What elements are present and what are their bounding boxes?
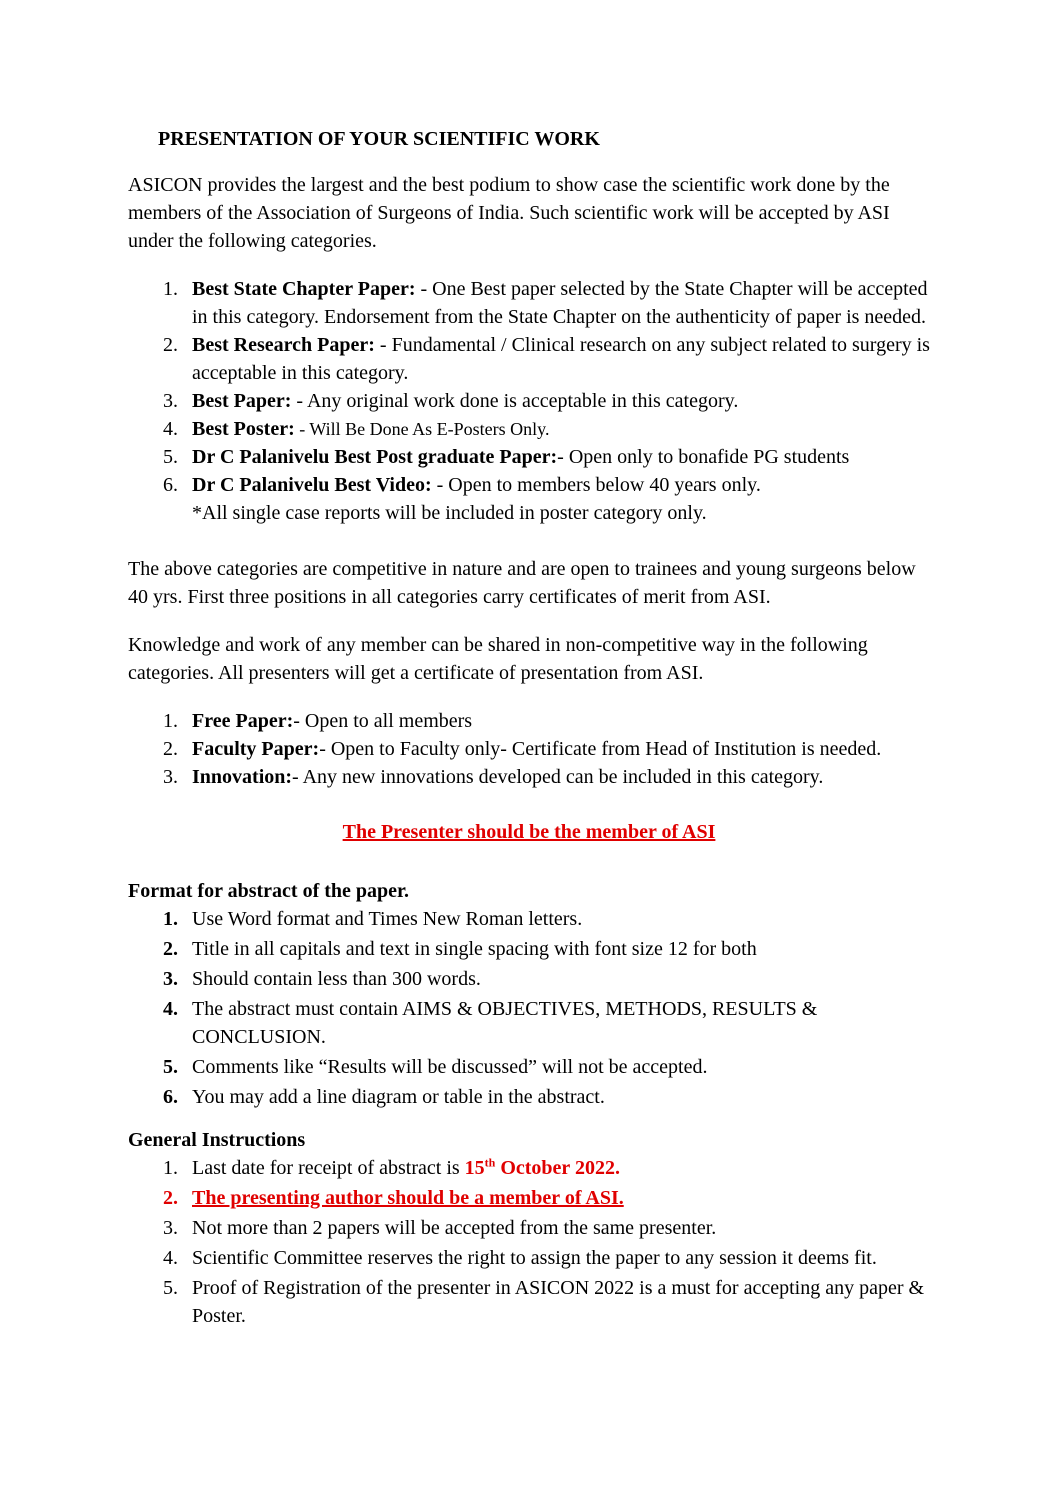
item-text xyxy=(192,275,930,331)
noncompetitive-category-list xyxy=(128,707,930,791)
item-desc: - Open to members below 40 years only. xyxy=(431,474,761,496)
item-label: Dr C Palanivelu Best Video: xyxy=(192,474,432,496)
deadline-day: 15 xyxy=(464,1157,485,1179)
page-title: PRESENTATION OF YOUR SCIENTIFIC WORK xyxy=(158,128,600,150)
item-desc: - One Best paper selected by the State Chapter will be accepted in this category. Endorsement from the State Chapter on the authenticity of paper is needed. xyxy=(192,278,928,328)
item-number: 2. xyxy=(163,738,178,760)
item-text: Scientific Committee reserves the right to assign the paper to any session it deems fit. xyxy=(192,1247,877,1269)
item-text xyxy=(192,443,930,471)
list-item xyxy=(128,331,930,387)
item-label: Best Research Paper: xyxy=(192,334,375,356)
list-item xyxy=(128,1274,930,1330)
intro-paragraph: ASICON provides the largest and the best podium to show case the scientific work done by the members of the Association of Surgeons of India. Such scientific work will be accepted by ASI under the following categories. xyxy=(128,174,890,252)
item-text: Should contain less than 300 words. xyxy=(192,968,481,990)
item-text xyxy=(192,471,930,527)
item-number: 1. xyxy=(163,278,178,300)
item-desc: - Any original work done is acceptable in this category. xyxy=(291,390,739,412)
presenting-author-rule: The presenting author should be a member of ASI. xyxy=(192,1187,624,1209)
item-text: Not more than 2 papers will be accepted from the same presenter. xyxy=(192,1217,717,1239)
list-item xyxy=(128,1244,930,1272)
item-text xyxy=(192,1154,930,1182)
item-number: 2. xyxy=(163,334,178,356)
list-item xyxy=(128,1083,930,1111)
list-item xyxy=(128,387,930,415)
item-desc: - Open to Faculty only- Certificate from Head of Institution is needed. xyxy=(319,738,882,760)
list-item xyxy=(128,995,930,1051)
item-number: 6. xyxy=(163,1086,178,1108)
list-item xyxy=(128,905,930,933)
item-text: Proof of Registration of the presenter in ASICON 2022 is a must for accepting any paper & Poster. xyxy=(192,1277,925,1327)
item-number: 3. xyxy=(163,968,178,990)
item-text xyxy=(192,387,930,415)
item-number: 5. xyxy=(163,446,178,468)
general-rule-list xyxy=(128,1154,930,1330)
item-desc: - Will Be Done As E-Posters Only. xyxy=(294,419,550,439)
item-label: Free Paper: xyxy=(192,710,294,732)
list-item xyxy=(128,707,930,735)
item-number: 1. xyxy=(163,908,178,930)
item-text: You may add a line diagram or table in the abstract. xyxy=(192,1086,605,1108)
item-text xyxy=(192,707,930,735)
competitive-summary-paragraph: The above categories are competitive in nature and are open to trainees and young surgeons below 40 yrs. First three positions in all categories carry certificates of merit from ASI. xyxy=(128,558,916,608)
format-rule-list xyxy=(128,905,930,1111)
list-item xyxy=(128,415,930,443)
item-text xyxy=(192,763,930,791)
list-item xyxy=(128,471,930,527)
item-label: Dr C Palanivelu Best Post graduate Paper: xyxy=(192,446,558,468)
item-number: 4. xyxy=(163,418,178,440)
list-item xyxy=(128,935,930,963)
item-number: 2. xyxy=(163,1187,178,1209)
item-text xyxy=(192,735,930,763)
list-item xyxy=(128,735,930,763)
list-item xyxy=(128,965,930,993)
item-number: 4. xyxy=(163,1247,178,1269)
item-number: 2. xyxy=(163,938,178,960)
item-number: 4. xyxy=(163,998,178,1020)
competitive-category-list xyxy=(128,275,930,527)
item-desc: - Fundamental / Clinical research on any subject related to surgery is acceptable in this category. xyxy=(192,334,930,384)
item-number: 3. xyxy=(163,766,178,788)
list-item xyxy=(128,1184,930,1212)
item-label: Best Poster: xyxy=(192,418,295,440)
item-text: Title in all capitals and text in single spacing with font size 12 for both xyxy=(192,938,757,960)
item-number: 5. xyxy=(163,1277,178,1299)
asi-member-banner xyxy=(128,818,930,846)
item-label: Faculty Paper: xyxy=(192,738,320,760)
item-label: Best State Chapter Paper: xyxy=(192,278,416,300)
poster-note: *All single case reports will be included in poster category only. xyxy=(192,502,707,524)
format-heading: Format for abstract of the paper. xyxy=(128,880,410,902)
list-item xyxy=(128,443,930,471)
item-desc: - Any new innovations developed can be included in this category. xyxy=(292,766,824,788)
item-line xyxy=(192,471,930,499)
deadline-month-year: October 2022. xyxy=(495,1157,620,1179)
item-desc: - Open to all members xyxy=(293,710,473,732)
list-item xyxy=(128,1053,930,1081)
deadline-prefix: Last date for receipt of abstract is xyxy=(192,1157,465,1179)
item-desc: - Open only to bonafide PG students xyxy=(557,446,850,468)
item-text xyxy=(192,415,930,443)
item-number: 5. xyxy=(163,1056,178,1078)
item-number: 1. xyxy=(163,1157,178,1179)
list-item xyxy=(128,1154,930,1182)
item-label: Best Paper: xyxy=(192,390,292,412)
item-text: The abstract must contain AIMS & OBJECTIVES, METHODS, RESULTS & CONCLUSION. xyxy=(192,998,818,1048)
item-text xyxy=(192,331,930,387)
list-item xyxy=(128,1214,930,1242)
asi-member-banner-text: The Presenter should be the member of ASI xyxy=(342,821,716,843)
list-item xyxy=(128,763,930,791)
list-item xyxy=(128,275,930,331)
item-label: Innovation: xyxy=(192,766,293,788)
general-instructions-heading: General Instructions xyxy=(128,1129,306,1151)
item-number: 3. xyxy=(163,1217,178,1239)
item-text: Comments like “Results will be discussed” will not be accepted. xyxy=(192,1056,708,1078)
item-number: 1. xyxy=(163,710,178,732)
item-number: 3. xyxy=(163,390,178,412)
item-text xyxy=(192,1184,930,1212)
item-number: 6. xyxy=(163,474,178,496)
noncompetitive-intro-paragraph: Knowledge and work of any member can be shared in non-competitive way in the following categories. All presenters will get a certificate of presentation from ASI. xyxy=(128,634,868,684)
deadline-ordinal-suffix: th xyxy=(484,1155,496,1170)
item-text: Use Word format and Times New Roman letters. xyxy=(192,908,583,930)
deadline-highlight xyxy=(465,1157,620,1179)
